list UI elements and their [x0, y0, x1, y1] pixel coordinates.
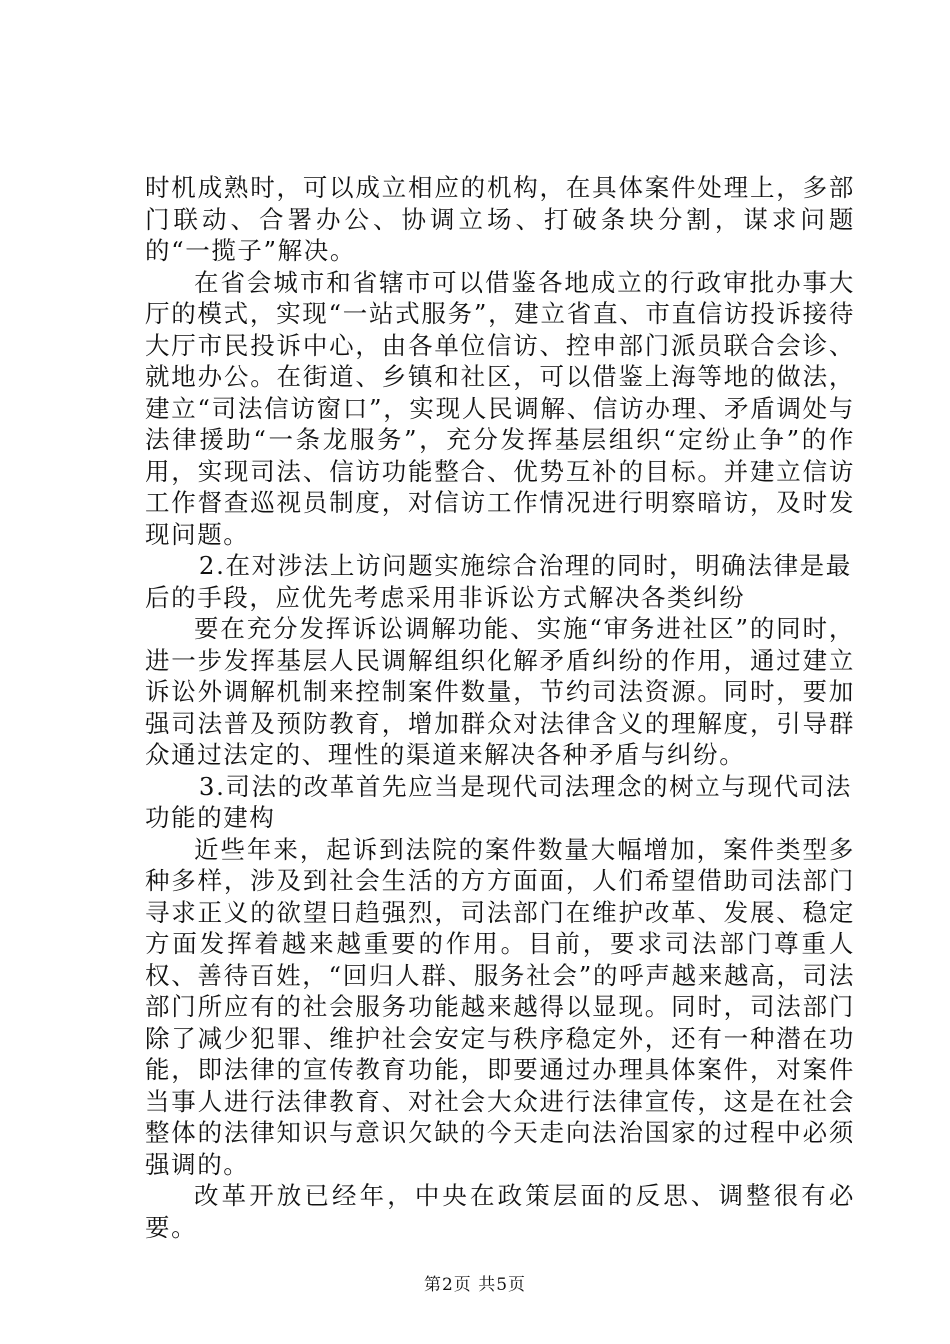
- paragraph-mediation: 要在充分发挥诉讼调解功能、实施“审务进社区”的同时，进一步发挥基层人民调解组织化解矛盾纠纷的作用，通过建立诉讼外调解机制来控制案件数量，节约司法资源。同时，要加强司法普及预防教育，增加群众对法律含义的理解度，引导群众通过法定的、理性的渠道来解决各种矛盾与纠纷。: [145, 614, 855, 769]
- paragraph-reception-hall: 在省会城市和省辖市可以借鉴各地成立的行政审批办事大厅的模式，实现“一站式服务”，建立省直、市直信访投诉接待大厅市民投诉中心，由各单位信访、控申部门派员联合会诊、就地办公。在街道、乡镇和社区，可以借鉴上海等地的做法，建立“司法信访窗口”，实现人民调解、信访办理、矛盾调处与法律援助“一条龙服务”，充分发挥基层组织“定纷止争”的作用，实现司法、信访功能整合、优势互补的目标。并建立信访工作督查巡视员制度，对信访工作情况进行明察暗访，及时发现问题。: [145, 267, 855, 549]
- paragraph-judicial-function: 近些年来，起诉到法院的案件数量大幅增加，案件类型多种多样，涉及到社会生活的方方面面，人们希望借助司法部门寻求正义的欲望日趋强烈，司法部门在维护改革、发展、稳定方面发挥着越来越重要的作用。目前，要求司法部门尊重人权、善待百姓，“回归人群、服务社会”的呼声越来越高，司法部门所应有的社会服务功能越来越得以显现。同时，司法部门除了减少犯罪、维护社会安定与秩序稳定外，还有一种潜在功能，即法律的宣传教育功能，即要通过办理具体案件，对案件当事人进行法律教育、对社会大众进行法律宣传，这是在社会整体的法律知识与意识欠缺的今天走向法治国家的过程中必须强调的。: [145, 834, 855, 1179]
- section-heading-2: 2.在对涉法上访问题实施综合治理的同时，明确法律是最后的手段，应优先考虑采用非诉讼方式解决各类纠纷: [145, 551, 852, 612]
- paragraph-reform: 改革开放已经年，中央在政策层面的反思、调整很有必要。: [145, 1181, 855, 1242]
- page-number-footer: 第2页 共5页: [423, 1275, 527, 1295]
- paragraph-continuation: 时机成熟时，可以成立相应的机构，在具体案件处理上，多部门联动、合署办公、协调立场、打破条块分割，谋求问题的“一揽子”解决。: [145, 173, 855, 265]
- section-heading-3: 3.司法的改革首先应当是现代司法理念的树立与现代司法功能的建构: [145, 771, 852, 832]
- document-body: [145, 172, 855, 1243]
